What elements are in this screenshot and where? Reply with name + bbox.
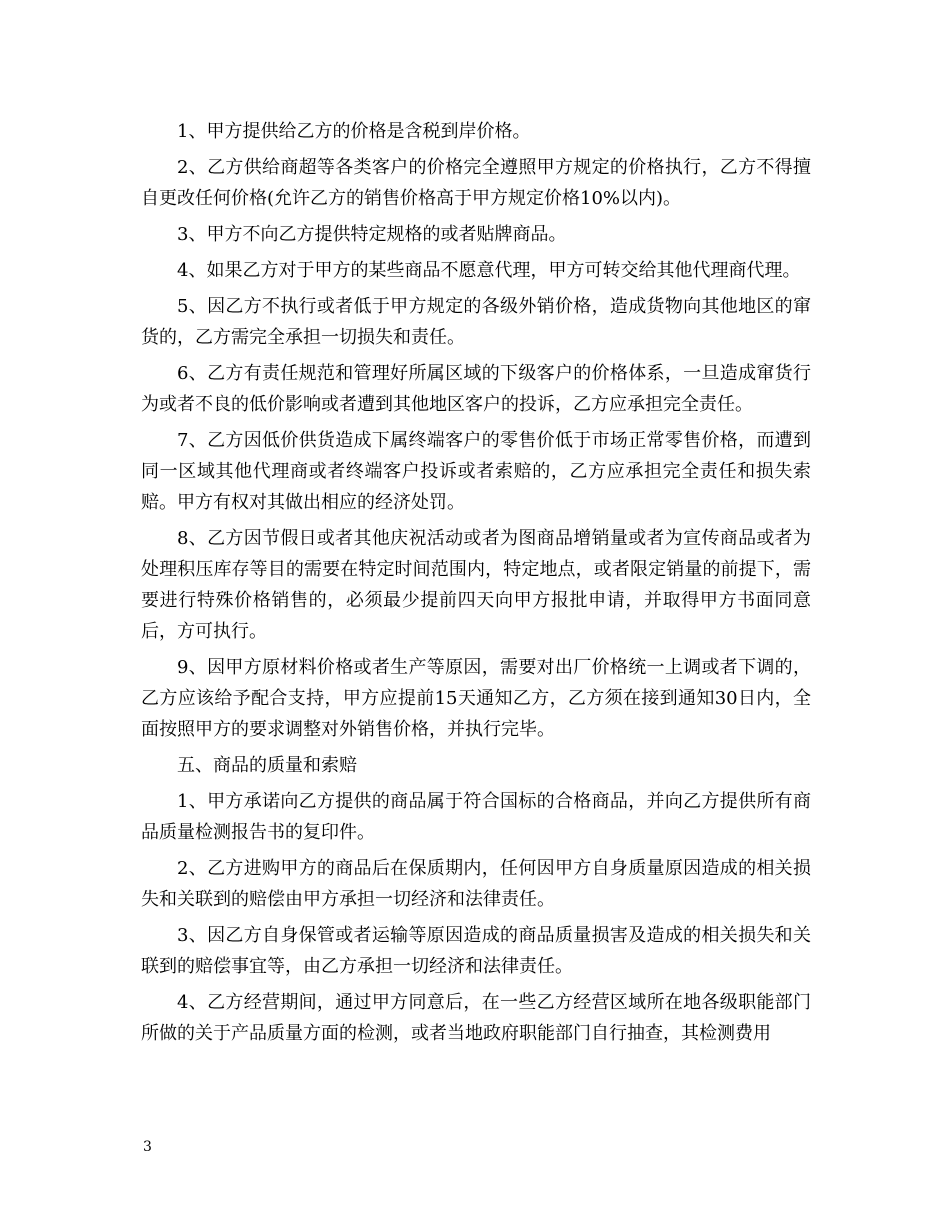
paragraph: 2、乙方进购甲方的商品后在保质期内，任何因甲方自身质量原因造成的相关损失和关联到的赔偿由甲方承担一切经济和法律责任。: [141, 858, 811, 910]
paragraph: 5、因乙方不执行或者低于甲方规定的各级外销价格，造成货物向其他地区的窜货的，乙方需完全承担一切损失和责任。: [141, 296, 811, 348]
section-heading: 五、商品的质量和索赔: [177, 755, 357, 776]
paragraph: 4、乙方经营期间，通过甲方同意后，在一些乙方经营区域所在地各级职能部门所做的关于产品质量方面的检测，或者当地政府职能部门自行抽查，其检测费用: [141, 992, 811, 1044]
paragraph: 6、乙方有责任规范和管理好所属区域的下级客户的价格体系，一旦造成窜货行为或者不良的低价影响或者遭到其他地区客户的投诉，乙方应承担完全责任。: [141, 363, 811, 415]
paragraph: 3、因乙方自身保管或者运输等原因造成的商品质量损害及造成的相关损失和关联到的赔偿事宜等，由乙方承担一切经济和法律责任。: [141, 925, 811, 977]
document-body: [141, 116, 811, 1054]
paragraph: 2、乙方供给商超等各类客户的价格完全遵照甲方规定的价格执行，乙方不得擅自更改任何价格(允许乙方的销售价格高于甲方规定价格10%以内)。: [141, 157, 811, 209]
paragraph: 3、甲方不向乙方提供特定规格的或者贴牌商品。: [177, 224, 567, 245]
paragraph: 8、乙方因节假日或者其他庆祝活动或者为图商品增销量或者为宣传商品或者为处理积压库存等目的需要在特定时间范围内，特定地点，或者限定销量的前提下，需要进行特殊价格销售的，必须最少提前四天向甲方报批申请，并取得甲方书面同意后，方可执行。: [141, 528, 811, 642]
paragraph: 9、因甲方原材料价格或者生产等原因，需要对出厂价格统一上调或者下调的，乙方应该给予配合支持，甲方应提前15天通知乙方，乙方须在接到通知30日内，全面按照甲方的要求调整对外销售价格，并执行完毕。: [141, 657, 811, 740]
paragraph: 7、乙方因低价供货造成下属终端客户的零售价低于市场正常零售价格，而遭到同一区域其他代理商或者终端客户投诉或者索赔的，乙方应承担完全责任和损失索赔。甲方有权对其做出相应的经济处罚。: [141, 430, 811, 513]
page-number: 3: [143, 1139, 152, 1155]
paragraph: 1、甲方承诺向乙方提供的商品属于符合国标的合格商品，并向乙方提供所有商品质量检测报告书的复印件。: [141, 791, 811, 843]
paragraph: 4、如果乙方对于甲方的某些商品不愿意代理，甲方可转交给其他代理商代理。: [177, 260, 801, 281]
paragraph: 1、甲方提供给乙方的价格是含税到岸价格。: [177, 121, 531, 142]
